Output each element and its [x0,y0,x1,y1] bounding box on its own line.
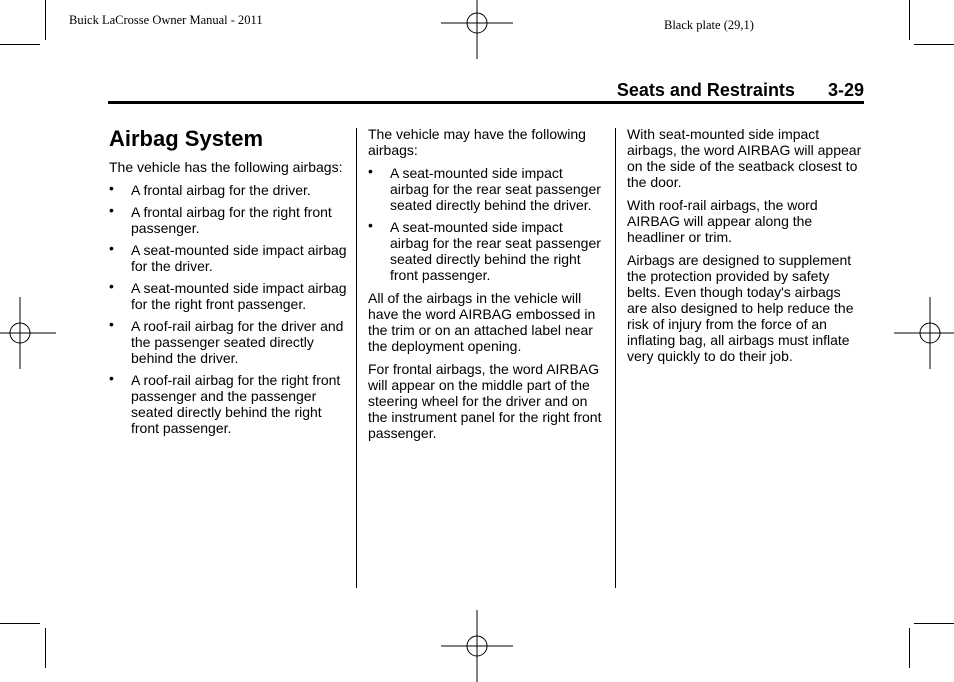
page-header [617,80,864,101]
list-item-text: A seat-mounted side impact airbag for the rear seat passenger seated directly behind the right front passenger. [390,219,601,283]
registration-mark-bottom [441,610,513,682]
column-3 [627,126,864,371]
page-number: 3-29 [827,80,864,100]
crop-mark [909,628,910,668]
list-item [109,242,347,274]
list-item-text: A seat-mounted side impact airbag for the driver. [131,242,347,274]
paragraph: For frontal airbags, the word AIRBAG will appear on the middle part of the steering wheel for the driver and on the instrument panel for the right front passenger. [368,361,602,441]
bullet-list [109,182,347,436]
header-rule [108,101,864,104]
column-1 [109,126,347,443]
column-divider [356,128,357,588]
bullet-icon: • [109,202,114,218]
bullet-icon: • [368,163,373,179]
paragraph: With seat-mounted side impact airbags, the word AIRBAG will appear on the side of the seatback closest to the door. [627,126,862,190]
list-item [368,165,604,213]
column-divider [615,128,616,588]
list-item [109,204,347,236]
bullet-icon: • [109,240,114,256]
manual-title: Buick LaCrosse Owner Manual - 2011 [69,13,263,27]
bullet-icon: • [109,278,114,294]
list-item [109,372,347,436]
paragraph: Airbags are designed to supplement the protection provided by safety belts. Even though today's airbags are also designed to help reduce the risk of injury from the force of an inflating bag, all airbags must inflate very quickly to do their job. [627,252,854,364]
crop-mark [914,623,954,624]
list-item-text: A frontal airbag for the driver. [131,182,311,198]
crop-mark [0,44,40,45]
section-title: Seats and Restraints [616,80,795,100]
crop-mark [914,44,954,45]
crop-mark [45,0,46,40]
bullet-list [368,165,604,283]
list-item [109,280,347,312]
bullet-icon: • [368,217,373,233]
paragraph: The vehicle has the following airbags: [109,159,343,175]
list-item [109,182,347,198]
plate-label: Black plate (29,1) [664,18,754,32]
list-item [368,219,604,283]
bullet-icon: • [109,370,114,386]
registration-mark-right [894,297,954,369]
bullet-icon: • [109,180,114,196]
crop-mark [0,623,40,624]
registration-mark-left [0,297,56,369]
list-item-text: A roof-rail airbag for the driver and the passenger seated directly behind the driver. [131,318,344,366]
paragraph: All of the airbags in the vehicle will have the word AIRBAG embossed in the trim or on an attached label near the deployment opening. [368,290,596,354]
bullet-icon: • [109,316,114,332]
list-item-text: A frontal airbag for the right front passenger. [131,204,332,236]
paragraph: The vehicle may have the following airbags: [368,126,586,158]
list-item-text: A roof-rail airbag for the right front passenger and the passenger seated directly behind the right front passenger. [131,372,341,436]
crop-mark [909,0,910,40]
column-2 [368,126,604,448]
list-item-text: A seat-mounted side impact airbag for the right front passenger. [131,280,347,312]
list-item [109,318,347,366]
page-title: Airbag System [109,126,264,151]
crop-mark [45,628,46,668]
registration-mark-top [441,0,513,59]
paragraph: With roof-rail airbags, the word AIRBAG will appear along the headliner or trim. [627,197,818,245]
list-item-text: A seat-mounted side impact airbag for the rear seat passenger seated directly behind the driver. [390,165,601,213]
